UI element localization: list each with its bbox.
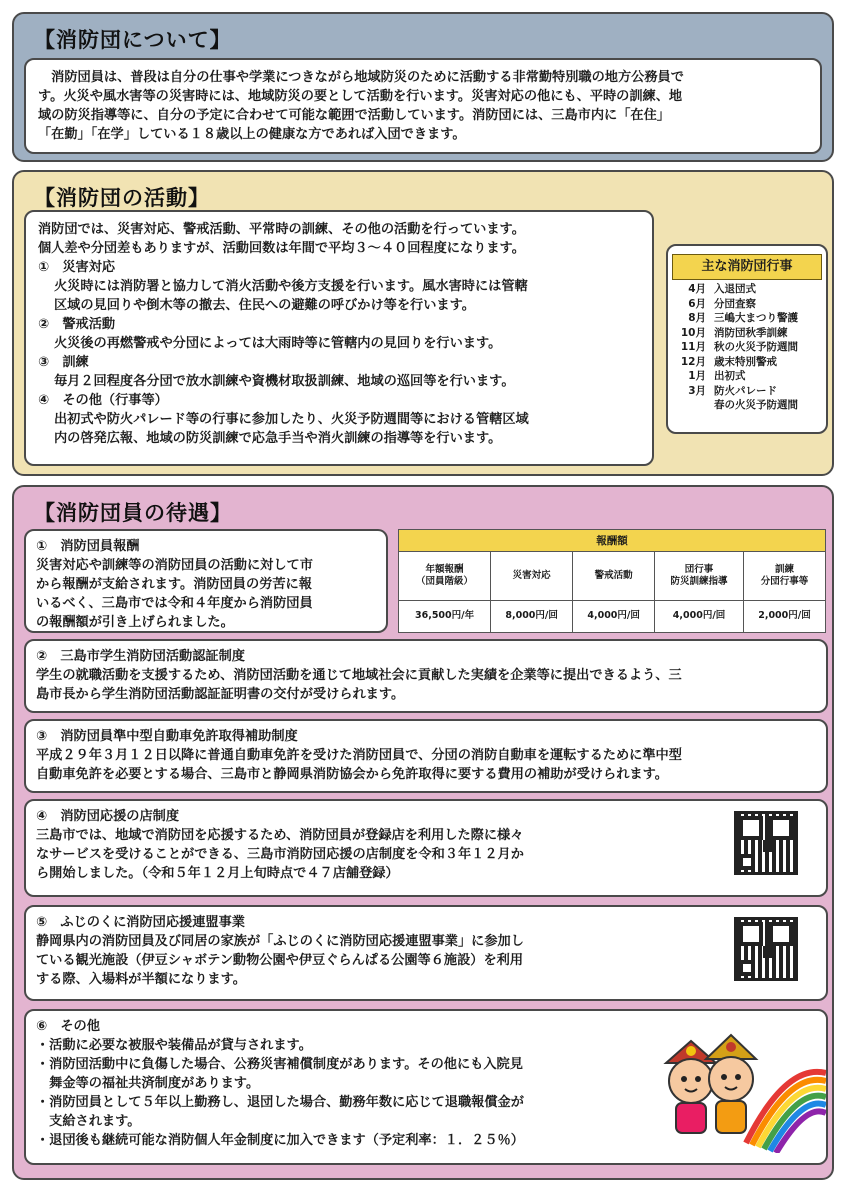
about-line: 域の防災指導等に、自分の予定に合わせて可能な範囲で活動しています。消防団には、三島市内に「在住」 — [38, 108, 670, 123]
event-name: 入退団式 — [714, 283, 756, 295]
activities-text-box — [24, 210, 654, 466]
pay-table — [398, 529, 826, 633]
pay-column-header — [655, 552, 744, 600]
pay-value: 36,500円/年 — [399, 600, 491, 632]
about-line: 「在勤」「在学」している１８歳以上の健康な方であれば入団できます。 — [38, 127, 466, 142]
benefit-line: する際、入場料が半額になります。 — [36, 972, 246, 987]
benefit-heading: ① 消防団員報酬 — [36, 539, 140, 554]
activity-line: 火災時には消防署と協力して消火活動や後方支援を行います。風水害時には管轄 — [54, 279, 528, 294]
pay-column-header — [399, 552, 491, 600]
benefit-line: なサービスを受けることができる、三島市消防団応援の店制度を令和３年１２月か — [36, 847, 524, 862]
fujinokuni-box — [24, 905, 828, 1001]
benefits-title: 【消防団員の待遇】 — [34, 501, 232, 525]
pay-value: 8,000円/回 — [491, 600, 573, 632]
benefit-heading: ⑤ ふじのくに消防団応援連盟事業 — [36, 915, 245, 930]
benefit-line: の報酬額が引き上げられました。 — [36, 615, 234, 630]
pay-col-line: 分団行事等 — [760, 575, 809, 587]
activity-line: 区域の見回りや倒木等の撤去、住民への避難の呼びかけ等を行います。 — [54, 298, 475, 313]
rainbow-illustration — [746, 1072, 826, 1153]
pay-col-line: 団行事 — [684, 563, 714, 575]
event-name: 春の火災予防週間 — [714, 399, 798, 411]
benefit-line: ら開始しました。（令和５年１２月上旬時点で４７店舗登録） — [36, 866, 399, 881]
event-month: 12月 — [680, 355, 706, 368]
pay-col-line: 防災訓練指導 — [670, 575, 728, 587]
activity-line: 火災後の再燃警戒や分団によっては大雨時等に管轄内の見回りを行います。 — [54, 336, 502, 351]
activity-line: 出初式や防火パレード等の行事に参加したり、火災予防週間等における管轄区域 — [54, 412, 529, 427]
benefit-line: 学生の就職活動を支援するため、消防団活動を通じて地域社会に貢献した実績を企業等に提出できるよう、三 — [36, 668, 682, 683]
benefit-line: ている観光施設（伊豆シャボテン動物公園や伊豆ぐらんぱる公園等６施設）を利用 — [36, 953, 524, 968]
benefit-line: ・活動に必要な被服や装備品が貸与されます。 — [36, 1038, 312, 1053]
pay-column-header — [573, 552, 655, 600]
pay-value: 4,000円/回 — [655, 600, 744, 632]
event-month: 6月 — [688, 297, 706, 310]
benefit-line: 平成２９年３月１２日以降に普通自動車免許を受けた消防団員で、分団の消防自動車を運転するために準中型 — [36, 748, 682, 763]
event-row — [678, 369, 820, 384]
event-row — [678, 282, 820, 297]
benefits-section — [12, 485, 834, 1180]
activities-intro: 消防団では、災害対応、警戒活動、平常時の訓練、その他の活動を行っています。 — [38, 222, 525, 237]
support-shop-box — [24, 799, 828, 897]
event-name: 消防団秋季訓練 — [714, 326, 788, 339]
benefit-line: 静岡県内の消防団員及び同居の家族が「ふじのくに消防団応援連盟事業」に参加し — [36, 934, 524, 949]
events-box — [666, 244, 828, 434]
event-row — [678, 340, 820, 355]
event-name: 出初式 — [714, 370, 746, 382]
other-benefits-box — [24, 1009, 828, 1165]
event-name: 歳末特別警戒 — [714, 355, 777, 368]
benefit-line: ・消防団活動中に負傷した場合、公務災害補償制度があります。その他にも入院見 — [36, 1057, 523, 1072]
benefit-heading: ② 三島市学生消防団活動認証制度 — [36, 649, 245, 664]
activity-heading: ④ その他（行事等） — [38, 393, 168, 408]
benefit-line: から報酬が支給されます。消防団員の労苦に報 — [36, 577, 312, 592]
event-row — [678, 297, 820, 312]
about-line: す。火災や風水害等の災害時には、地域防災の要として活動を行います。災害対応の他にも、平時の訓練、地 — [38, 89, 683, 104]
benefit-line: 支給されます。 — [36, 1114, 141, 1129]
activities-title: 【消防団の活動】 — [34, 186, 210, 210]
event-name: 分団査察 — [714, 297, 756, 310]
benefit-line: 三島市では、地域で消防団を応援するため、消防団員が登録店を利用した際に様々 — [36, 828, 524, 843]
event-month: 4月 — [688, 283, 706, 295]
event-month: 1月 — [688, 370, 706, 382]
license-subsidy-box — [24, 719, 828, 793]
benefit-line: 島市長から学生消防団活動認証証明書の交付が受けられます。 — [36, 687, 405, 702]
pay-col-line: 警戒活動 — [594, 569, 633, 581]
about-line: 消防団員は、普段は自分の仕事や学業につきながら地域防災のために活動する非常勤特別職の地方公務員で — [38, 70, 684, 85]
activities-intro: 個人差や分団差もありますが、活動回数は年間で平均３～４０回程度になります。 — [38, 241, 525, 256]
benefit-line: 災害対応や訓練等の消防団員の活動に対して市 — [36, 558, 313, 573]
about-text-box — [24, 58, 822, 154]
activity-heading: ③ 訓練 — [38, 355, 89, 370]
benefit-heading: ④ 消防団応援の店制度 — [36, 809, 180, 824]
benefit-line: いるべく、三島市では令和４年度から消防団員 — [36, 596, 313, 611]
pay-col-line: 災害対応 — [512, 569, 551, 581]
benefit-line: ・退団後も継続可能な消防個人年金制度に加入できます（予定利率：１．２５％） — [36, 1133, 524, 1148]
event-name: 三嶋大まつり警護 — [714, 312, 798, 324]
event-month: 11月 — [680, 341, 706, 353]
pay-column-header — [491, 552, 573, 600]
activity-heading: ① 災害対応 — [38, 260, 116, 275]
benefit-line: 舞金等の福祉共済制度があります。 — [36, 1076, 260, 1091]
benefit-line: 自動車免許を必要とする場合、三島市と静岡県消防協会から免許取得に要する費用の補助が受けられます。 — [36, 767, 668, 782]
event-row — [678, 384, 820, 399]
event-name: 防火パレード — [714, 384, 777, 397]
mascot-character — [706, 1035, 756, 1133]
benefit-heading: ③ 消防団員準中型自動車免許取得補助制度 — [36, 729, 298, 744]
activity-line: 毎月２回程度各分団で放水訓練や資機材取扱訓練、地域の巡回等を行います。 — [54, 374, 515, 389]
qr-code-icon[interactable] — [734, 811, 798, 875]
pay-col-line: 訓練 — [774, 563, 794, 575]
event-month: 10月 — [680, 326, 706, 339]
activity-heading: ② 警戒活動 — [38, 317, 116, 332]
activity-line: 内の啓発広報、地域の防災訓練で応急手当や消火訓練の指導等を行います。 — [54, 431, 502, 446]
pay-column-header — [743, 552, 825, 600]
about-section — [12, 12, 834, 162]
about-title: 【消防団について】 — [34, 28, 232, 52]
qr-code-icon[interactable] — [734, 917, 798, 981]
event-month: 3月 — [688, 384, 706, 397]
pay-box — [24, 529, 388, 633]
benefit-line: ・消防団員として５年以上勤務し、退団した場合、勤務年数に応じて退職報償金が — [36, 1095, 524, 1110]
pay-value: 2,000円/回 — [743, 600, 825, 632]
event-row — [678, 398, 820, 413]
events-title: 主な消防団行事 — [672, 254, 822, 280]
benefit-heading: ⑥ その他 — [36, 1019, 100, 1034]
event-row — [678, 355, 820, 370]
pay-col-line: （団員階級） — [416, 575, 474, 587]
mascot-character — [666, 1041, 716, 1133]
pay-col-line: 年額報酬 — [425, 563, 464, 575]
event-name: 秋の火災予防週間 — [714, 341, 798, 353]
pay-table-header: 報酬額 — [399, 530, 826, 552]
activities-section — [12, 170, 834, 476]
event-row — [678, 326, 820, 341]
pay-value: 4,000円/回 — [573, 600, 655, 632]
student-cert-box — [24, 639, 828, 713]
event-row — [678, 311, 820, 326]
event-month — [678, 398, 714, 413]
mascot-illustration — [646, 1023, 826, 1153]
event-month: 8月 — [688, 312, 706, 324]
